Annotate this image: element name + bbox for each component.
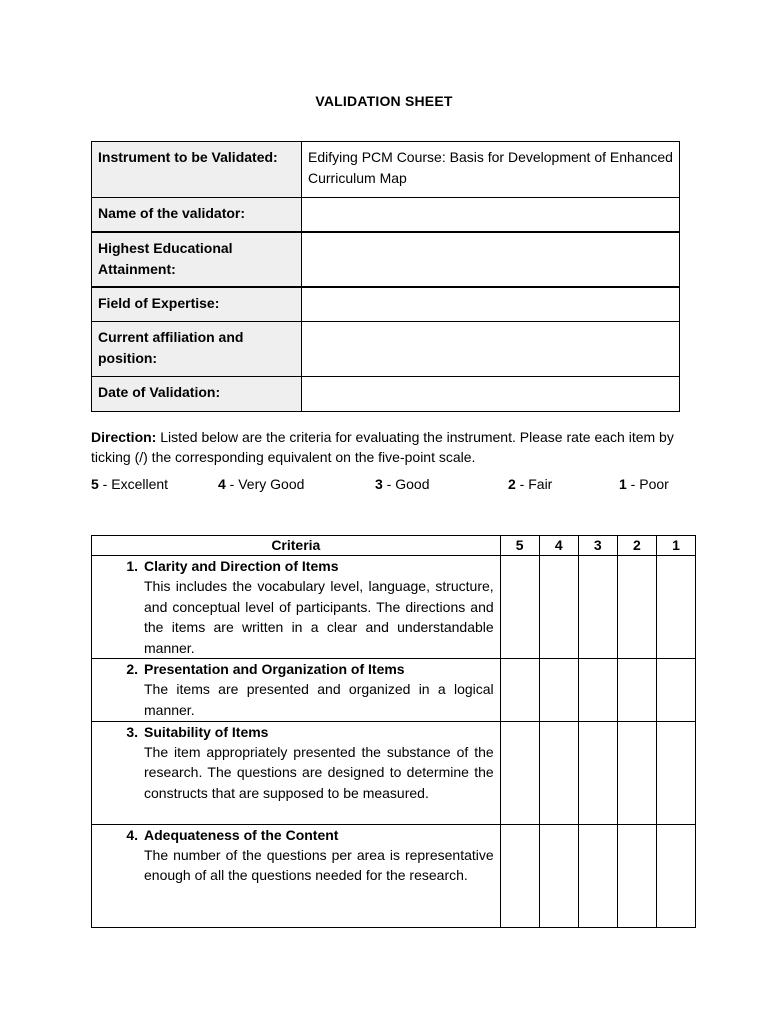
criteria-cell: [92, 659, 501, 721]
criteria-number: 2.: [126, 661, 138, 678]
scale-label: - Excellent: [98, 476, 169, 492]
info-value-field-of-expertise[interactable]: [302, 288, 679, 321]
scale-item-very-good: [218, 476, 304, 492]
info-row-field-of-expertise: [92, 286, 679, 321]
page-title: VALIDATION SHEET: [315, 93, 453, 109]
info-value-educational-attainment[interactable]: [302, 233, 679, 286]
rating-cell-4[interactable]: [539, 556, 578, 659]
info-row-validator-name: [92, 197, 679, 231]
criteria-row: [92, 659, 696, 721]
criteria-title: Presentation and Organization of Items: [144, 661, 405, 678]
rating-header-1: 1: [656, 536, 695, 556]
scale-item-good: [375, 476, 430, 492]
rating-cell-4[interactable]: [539, 824, 578, 927]
criteria-row: [92, 556, 696, 659]
info-label: Date of Validation:: [92, 377, 302, 411]
criteria-title: Suitability of Items: [144, 723, 269, 740]
criteria-title: Adequateness of the Content: [144, 826, 339, 843]
rating-cell-1[interactable]: [656, 556, 695, 659]
rating-cell-2[interactable]: [617, 721, 656, 824]
scale-item-fair: [508, 476, 552, 492]
rating-cell-4[interactable]: [539, 659, 578, 721]
scale-number: 3: [375, 476, 383, 492]
info-label: Highest Educational Attainment:: [92, 233, 302, 286]
scale-label: - Very Good: [225, 476, 305, 492]
rating-cell-3[interactable]: [578, 824, 617, 927]
info-row-educational-attainment: [92, 231, 679, 286]
criteria-cell: [92, 721, 501, 824]
rating-cell-5[interactable]: [500, 556, 539, 659]
criteria-rating-table: [91, 535, 696, 928]
criteria-row: [92, 721, 696, 824]
info-label: Field of Expertise:: [92, 288, 302, 321]
criteria-number: 3.: [126, 723, 138, 740]
criteria-description: This includes the vocabulary level, language, structure, and conceptual level of participants. The directions and the items are written in a clear and understandable manner.: [144, 578, 494, 656]
rating-cell-5[interactable]: [500, 721, 539, 824]
info-row-instrument: [92, 142, 679, 197]
criteria-description: The item appropriately presented the substance of the research. The questions are designed to determine the constructs that are supposed to be measured.: [144, 743, 494, 801]
info-label: Instrument to be Validated:: [92, 142, 302, 197]
rating-cell-2[interactable]: [617, 659, 656, 721]
rating-cell-1[interactable]: [656, 659, 695, 721]
validator-info-table: [91, 141, 680, 412]
scale-number: 2: [508, 476, 516, 492]
info-label: Name of the validator:: [92, 198, 302, 231]
rating-header-4: 4: [539, 536, 578, 556]
scale-item-poor: [619, 476, 669, 492]
scale-number: 4: [218, 476, 226, 492]
rating-cell-2[interactable]: [617, 556, 656, 659]
criteria-header: Criteria: [92, 536, 501, 556]
criteria-number: 4.: [126, 826, 138, 843]
rating-cell-1[interactable]: [656, 721, 695, 824]
criteria-title: Clarity and Direction of Items: [144, 558, 339, 574]
rating-cell-3[interactable]: [578, 659, 617, 721]
criteria-row: [92, 824, 696, 927]
info-value-date-of-validation[interactable]: [302, 377, 679, 411]
scale-label: - Fair: [515, 476, 553, 492]
criteria-cell: [92, 556, 501, 659]
info-value-instrument: Edifying PCM Course: Basis for Development of Enhanced Curriculum Map: [308, 149, 673, 186]
info-row-affiliation: [92, 321, 679, 376]
scale-item-excellent: [91, 476, 168, 492]
criteria-header-row: [92, 536, 696, 556]
rating-header-2: 2: [617, 536, 656, 556]
scale-label: - Poor: [626, 476, 669, 492]
info-value-validator-name[interactable]: [302, 198, 679, 231]
direction-label: Direction:: [91, 429, 157, 445]
rating-cell-2[interactable]: [617, 824, 656, 927]
rating-cell-3[interactable]: [578, 721, 617, 824]
rating-header-3: 3: [578, 536, 617, 556]
direction-text: Listed below are the criteria for evaluating the instrument. Please rate each item by ticking (/) the corresponding equivalent on the five-point scale.: [91, 429, 674, 465]
criteria-cell: [92, 824, 501, 927]
rating-cell-3[interactable]: [578, 556, 617, 659]
info-value-affiliation[interactable]: [302, 322, 679, 376]
scale-number: 1: [619, 476, 627, 492]
scale-number: 5: [91, 476, 99, 492]
rating-cell-5[interactable]: [500, 659, 539, 721]
scale-label: - Good: [382, 476, 430, 492]
direction-paragraph: [91, 428, 681, 467]
rating-cell-1[interactable]: [656, 824, 695, 927]
info-label: Current affiliation and position:: [92, 322, 302, 376]
rating-cell-5[interactable]: [500, 824, 539, 927]
info-row-date-of-validation: [92, 376, 679, 411]
criteria-description: The number of the questions per area is representative enough of all the questions needed for the research.: [144, 846, 494, 884]
criteria-description: The items are presented and organized in a logical manner.: [144, 681, 494, 718]
criteria-number: 1.: [126, 558, 138, 574]
rating-cell-4[interactable]: [539, 721, 578, 824]
rating-header-5: 5: [500, 536, 539, 556]
